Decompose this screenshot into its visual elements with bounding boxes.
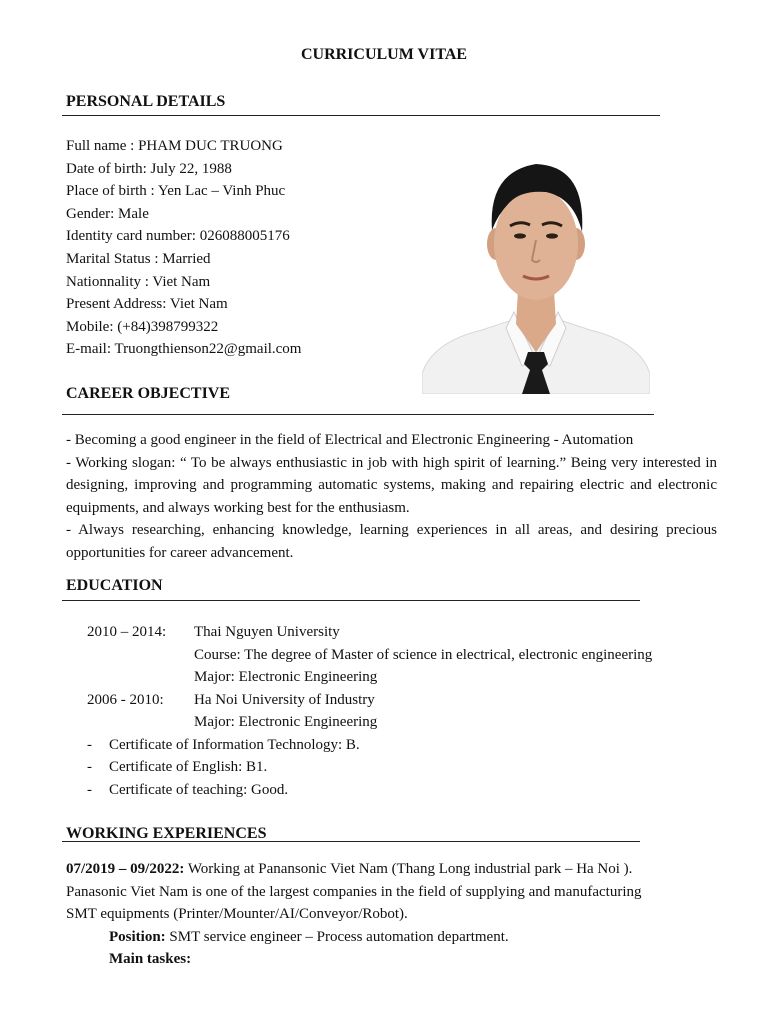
section-divider xyxy=(62,841,640,842)
work-entry-header xyxy=(66,858,632,881)
education-major: Major: Electronic Engineering xyxy=(194,714,378,730)
certificate-item xyxy=(87,779,288,802)
section-divider xyxy=(62,600,640,601)
certificate-text: Certificate of English: B1. xyxy=(109,759,268,775)
career-objective-paragraph: - Becoming a good engineer in the field of Electrical and Electronic Engineering - Automation xyxy=(66,432,634,448)
gender: Gender: Male xyxy=(66,205,149,222)
career-objective-paragraph: - Always researching, enhancing knowledge, learning experiences in all areas, and desiring precious opportunities for career advancement. xyxy=(66,522,717,561)
position-label: Position: xyxy=(109,929,166,945)
work-main-tasks xyxy=(109,948,191,971)
work-description: Panasonic Viet Nam is one of the largest companies in the field of supplying and manufacturing xyxy=(66,884,642,900)
work-description: SMT equipments (Printer/Mounter/AI/Conveyor/Robot). xyxy=(66,906,408,922)
career-objective-body xyxy=(66,429,717,565)
marital-status: Marital Status : Married xyxy=(66,250,211,267)
mobile: Mobile: (+84)398799322 xyxy=(66,318,219,335)
section-heading-working-experiences: WORKING EXPERIENCES xyxy=(66,825,267,842)
education-course: Course: The degree of Master of science in electrical, electronic engineering xyxy=(194,647,653,663)
personal-details-list xyxy=(66,135,301,361)
section-heading-education: EDUCATION xyxy=(66,577,163,594)
present-address: Present Address: Viet Nam xyxy=(66,296,228,313)
section-heading-personal-details: PERSONAL DETAILS xyxy=(66,93,226,110)
section-divider xyxy=(62,414,654,415)
identity-card-number: Identity card number: 026088005176 xyxy=(66,228,290,245)
career-objective-paragraph: - Working slogan: “ To be always enthusiastic in job with high spirit of learning.” Being very interested in designing, improving and programming automatic systems, making and repairing electric and electronic equipments, and always working best for the enthusiasm. xyxy=(66,454,717,516)
work-period: 07/2019 – 09/2022: xyxy=(66,861,185,877)
bullet-dash: - xyxy=(87,759,92,775)
certificate-item xyxy=(87,734,360,757)
email: E-mail: Truongthienson22@gmail.com xyxy=(66,341,302,358)
education-school: Ha Noi University of Industry xyxy=(194,692,375,708)
bullet-dash: - xyxy=(87,782,92,798)
profile-photo xyxy=(422,152,650,394)
nationality: Nationnality : Viet Nam xyxy=(66,273,211,290)
education-major: Major: Electronic Engineering xyxy=(194,669,378,685)
section-heading-career-objective: CAREER OBJECTIVE xyxy=(66,385,231,402)
certificate-item xyxy=(87,756,267,779)
full-name: Full name : PHAM DUC TRUONG xyxy=(66,138,283,154)
certificate-text: Certificate of teaching: Good. xyxy=(109,782,289,798)
education-years: 2010 – 2014: xyxy=(87,624,167,640)
section-divider xyxy=(62,115,660,116)
main-tasks-label: Main taskes: xyxy=(109,951,192,967)
document-title: CURRICULUM VITAE xyxy=(300,46,468,63)
position-value: SMT service engineer – Process automation department. xyxy=(165,929,509,945)
work-employer: Working at Panansonic Viet Nam (Thang Long industrial park – Ha Noi ). xyxy=(184,861,633,877)
work-position xyxy=(109,926,509,949)
education-school: Thai Nguyen University xyxy=(194,624,340,640)
place-of-birth: Place of birth : Yen Lac – Vinh Phuc xyxy=(66,183,286,200)
education-years: 2006 - 2010: xyxy=(87,692,164,708)
bullet-dash: - xyxy=(87,737,92,753)
certificate-text: Certificate of Information Technology: B. xyxy=(109,737,360,753)
date-of-birth: Date of birth: July 22, 1988 xyxy=(66,160,232,177)
